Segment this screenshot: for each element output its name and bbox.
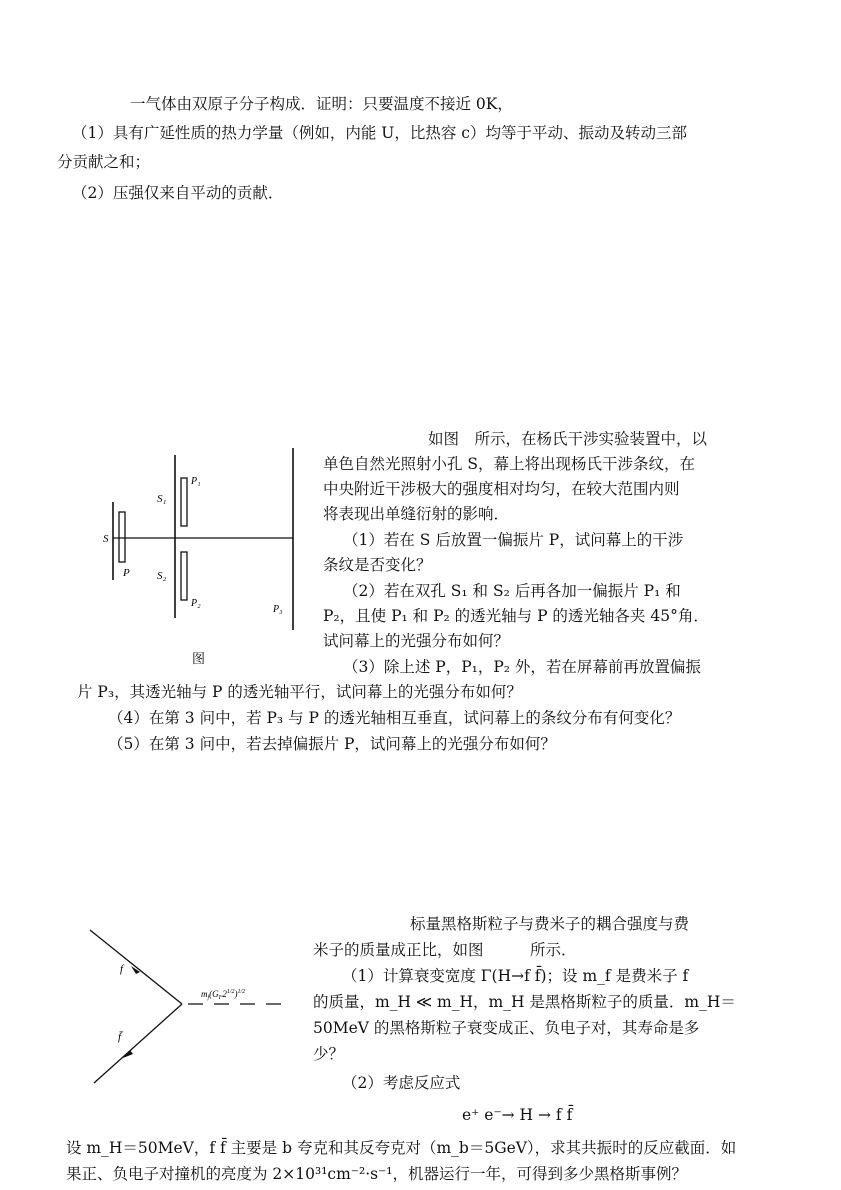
problem1-part1-line1: （1）具有广延性质的热力学量（例如，内能 U，比热容 c）均等于平动、振动及转动三部 [72, 124, 687, 142]
problem3-line: （2）考虑反应式 [342, 1074, 461, 1092]
problem2-line: 单色自然光照射小孔 S，幕上将出现杨氏干涉条纹，在 [323, 455, 696, 473]
arrow-fbar [123, 1050, 133, 1058]
problem3-line: 的质量，m_H ≪ m_H，m_H 是黑格斯粒子的质量．m_H＝ [313, 993, 736, 1011]
double-slit-diagram [95, 440, 310, 640]
problem3-line: 果正、负电子对撞机的亮度为 2×10³¹cm⁻²·s⁻¹，机器运行一年，可得到多少黑格斯事例？ [66, 1165, 687, 1183]
coupling-label: $m_f(G_F2^{1/2})^{1/2}$ [201, 989, 246, 1001]
problem3-line: 少？ [313, 1045, 345, 1063]
problem2-line: 如图 所示，在杨氏干涉实验装置中，以 [428, 430, 708, 448]
figure-caption: 图 [192, 652, 206, 667]
problem2-line: （2）若在双孔 S₁ 和 S₂ 后再各加一偏振片 P₁ 和 [343, 582, 681, 600]
problem2-line: （4）在第 3 问中，若 P₃ 与 P 的透光轴相互垂直，试问幕上的条纹分布有何变化？ [108, 709, 681, 727]
problem2-line: 片 P₃，其透光轴与 P 的透光轴平行，试问幕上的光强分布如何？ [77, 683, 522, 701]
label-s1: S₁ [157, 493, 167, 505]
higgs-vertex-figure [80, 920, 300, 1090]
feynman-diagram [80, 920, 300, 1090]
problem2-line: 将表现出单缝衍射的影响． [323, 505, 510, 523]
label-p2: P₂ [191, 598, 201, 609]
problem3-line: 标量黑格斯粒子与费米子的耦合强度与费 [410, 915, 690, 933]
problem2-line: 试问幕上的光强分布如何？ [323, 632, 510, 650]
problem3-line: 设 m_H＝50MeV，f f̄ 主要是 b 夸克和其反夸克对（m_b＝5GeV），求其共振时的反应截面．如 [66, 1139, 737, 1157]
problem3-line: 50MeV 的黑格斯粒子衰变成正、负电子对，其寿命是多 [313, 1019, 700, 1037]
polarizer-p [119, 512, 125, 562]
problem1-intro: 一气体由双原子分子构成．证明：只要温度不接近 0K， [130, 95, 513, 113]
label-s2: S₂ [157, 570, 167, 582]
problem2-line: P₂，且使 P₁ 和 P₂ 的透光轴与 P 的透光轴各夹 45°角． [323, 607, 709, 625]
polarizer-p2 [181, 552, 187, 600]
label-s: S [103, 533, 109, 545]
problem3-line: （1）计算衰变宽度 Γ(H→f f̄)；设 m_f 是费米子 f [342, 967, 689, 985]
problem3-reaction: e⁺ e⁻→ H → f f̄ [462, 1106, 573, 1124]
label-p3: P₃ [273, 604, 283, 615]
problem3-line: 米子的质量成正比，如图 所示． [313, 941, 577, 959]
label-p1: P₁ [191, 476, 201, 487]
problem1-part2: （2）压强仅来自平动的贡献． [72, 184, 284, 202]
polarizer-p1 [181, 478, 187, 526]
label-p: P [123, 567, 130, 579]
problem1-part1-line2: 分贡献之和； [57, 153, 151, 171]
problem2-line: （1）若在 S 后放置一偏振片 P，试问幕上的干涉 [343, 531, 684, 549]
double-slit-figure [95, 440, 310, 640]
problem2-line: 中央附近干涉极大的强度相对均匀，在较大范围内则 [323, 480, 680, 498]
problem2-line: （3）除上述 P，P₁，P₂ 外，若在屏幕前再放置偏振 [343, 658, 701, 676]
label-fbar: f̄ [118, 1031, 122, 1043]
problem2-line: （5）在第 3 问中，若去掉偏振片 P，试问幕上的光强分布如何？ [108, 735, 556, 753]
problem2-line: 条纹是否变化？ [323, 556, 432, 574]
label-f: f [120, 963, 124, 975]
